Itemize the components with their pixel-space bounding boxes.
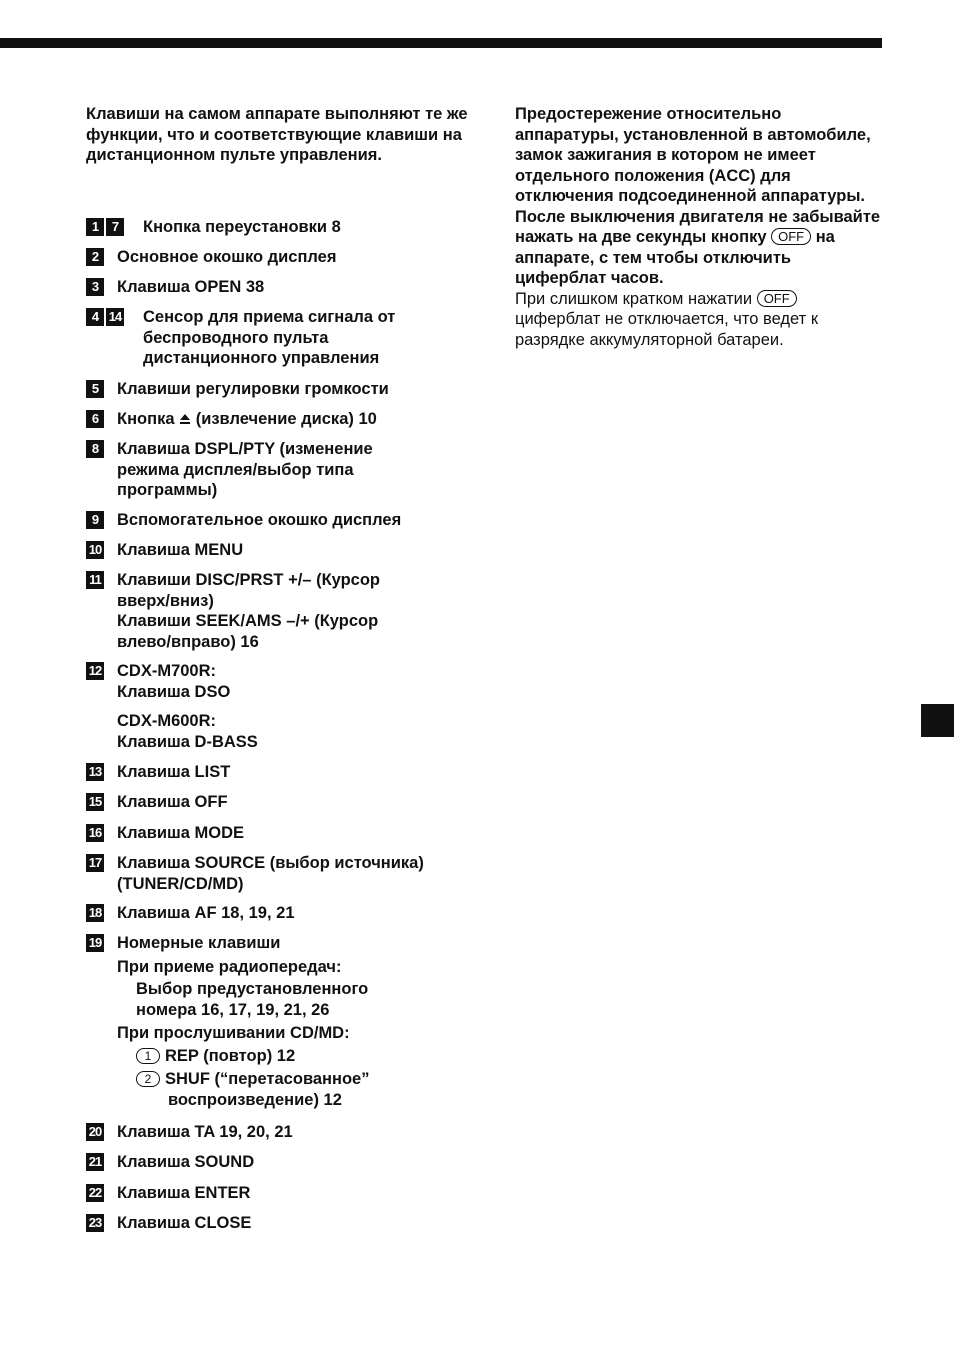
item-label: (TUNER/CD/MD)	[117, 874, 244, 893]
item-number-badge: 3	[86, 278, 104, 296]
item-number-badge: 7	[106, 218, 124, 236]
warning-note: циферблат не отключается, что ведет к разрядке аккумуляторной батареи.	[515, 310, 819, 349]
item-label: Выбор предустановленного	[136, 980, 369, 998]
item-label: Клавиша TA 19, 20, 21	[117, 1123, 293, 1141]
item-label: Номерные клавиши	[117, 934, 281, 952]
item-label: CDX-M700R:	[117, 662, 217, 680]
item-number-badge: 10	[86, 541, 104, 559]
item-label: Клавиша LIST	[117, 763, 231, 781]
item-label: Клавиша DSPL/PTY (изменение	[117, 440, 373, 458]
item-label: REP (повтор) 12	[165, 1046, 296, 1065]
item-label: Сенсор для приема сигнала от	[143, 308, 396, 326]
item-subheading: При прослушивании CD/MD:	[117, 1024, 350, 1042]
item-label: (извлечение диска) 10	[195, 410, 377, 428]
item-number-badge: 21	[86, 1153, 104, 1171]
item-label: CDX-M600R:	[117, 712, 217, 730]
item-number-badge: 4	[86, 308, 104, 326]
warning-instruction: на аппарате, с тем чтобы отключить циферблат часов.	[515, 228, 835, 287]
warning-note: При слишком кратком нажатии	[515, 289, 753, 308]
item-number-badge: 1	[86, 218, 104, 236]
item-number-badge: 19	[86, 934, 104, 952]
item-label: Клавиша MENU	[117, 541, 244, 559]
item-number-badge: 14	[106, 308, 124, 326]
item-label: Клавиша AF 18, 19, 21	[117, 904, 295, 922]
item-label: Клавиши DISC/PRST +/– (Курсор	[117, 571, 381, 589]
item-number-badge: 22	[86, 1184, 104, 1202]
item-label: Клавиша D-BASS	[117, 732, 258, 751]
item-label: Кнопка	[117, 410, 175, 428]
item-label: SHUF (“перетасованное”	[165, 1070, 370, 1088]
warning-block	[515, 104, 885, 350]
item-label: Клавиши регулировки громкости	[117, 380, 389, 398]
item-label: Клавиша SOURCE (выбор источника)	[117, 854, 424, 872]
item-number-badge: 17	[86, 854, 104, 872]
item-number	[86, 218, 124, 236]
circled-number: 1	[136, 1048, 160, 1064]
item-number-badge: 23	[86, 1214, 104, 1232]
item-number-badge: 11	[86, 571, 104, 589]
eject-icon	[179, 413, 191, 425]
item-label: программы)	[117, 481, 218, 499]
warning-instruction: После выключения двигателя не забывайте нажать на две секунды кнопку	[515, 207, 881, 246]
item-number-badge: 8	[86, 440, 104, 458]
item-number-badge: 6	[86, 410, 104, 428]
item-label: беспроводного пульта	[143, 328, 329, 347]
item-subheading: При приеме радиопередач:	[117, 957, 342, 976]
item-label: номера 16, 17, 19, 21, 26	[136, 1000, 330, 1019]
intro-block	[86, 104, 476, 166]
item-number-badge: 9	[86, 511, 104, 529]
item-label: Клавиша DSO	[117, 682, 231, 701]
item-number-badge: 20	[86, 1123, 104, 1141]
circled-number: 2	[136, 1071, 160, 1087]
item-label: воспроизведение) 12	[168, 1090, 342, 1109]
item-label: Клавиша CLOSE	[117, 1214, 252, 1232]
item-number-badge: 5	[86, 380, 104, 398]
item-label: Клавиши SEEK/AMS –/+ (Курсор	[117, 612, 379, 630]
item-label: Клавиша OFF	[117, 793, 228, 811]
item-label: Основное окошко дисплея	[117, 248, 337, 266]
item-label: вверх/вниз)	[117, 591, 214, 610]
item-label: Кнопка переустановки 8	[143, 218, 341, 236]
item-label: Клавиша OPEN 38	[117, 278, 265, 296]
item-label: Клавиша ENTER	[117, 1184, 251, 1202]
off-key-icon: OFF	[757, 290, 797, 307]
item-number-badge: 13	[86, 763, 104, 781]
off-key-icon: OFF	[771, 228, 811, 245]
warning-heading: Предостережение относительно аппаратуры, установленной в автомобиле, замок зажигания в котором не имеет отдельного положения (ACC) для отключения подсоединенной аппаратуры.	[515, 105, 871, 205]
item-number-badge: 15	[86, 793, 104, 811]
item-label: Клавиша MODE	[117, 824, 245, 842]
section-tab-marker	[921, 704, 954, 737]
item-number-badge: 2	[86, 248, 104, 266]
item-label: Клавиша SOUND	[117, 1153, 255, 1171]
top-rule	[0, 38, 882, 48]
item-number-badge: 16	[86, 824, 104, 842]
intro-text: Клавиши на самом аппарате выполняют те же функции, что и соответствующие клавиши на дистанционном пульте управления.	[86, 105, 468, 164]
item-number-badge: 18	[86, 904, 104, 922]
item-number-badge: 12	[86, 662, 104, 680]
item-label: влево/вправо) 16	[117, 632, 259, 651]
item-label: дистанционного управления	[143, 349, 380, 367]
item-label: Вспомогательное окошко дисплея	[117, 511, 402, 529]
item-label: режима дисплея/выбор типа	[117, 460, 354, 479]
